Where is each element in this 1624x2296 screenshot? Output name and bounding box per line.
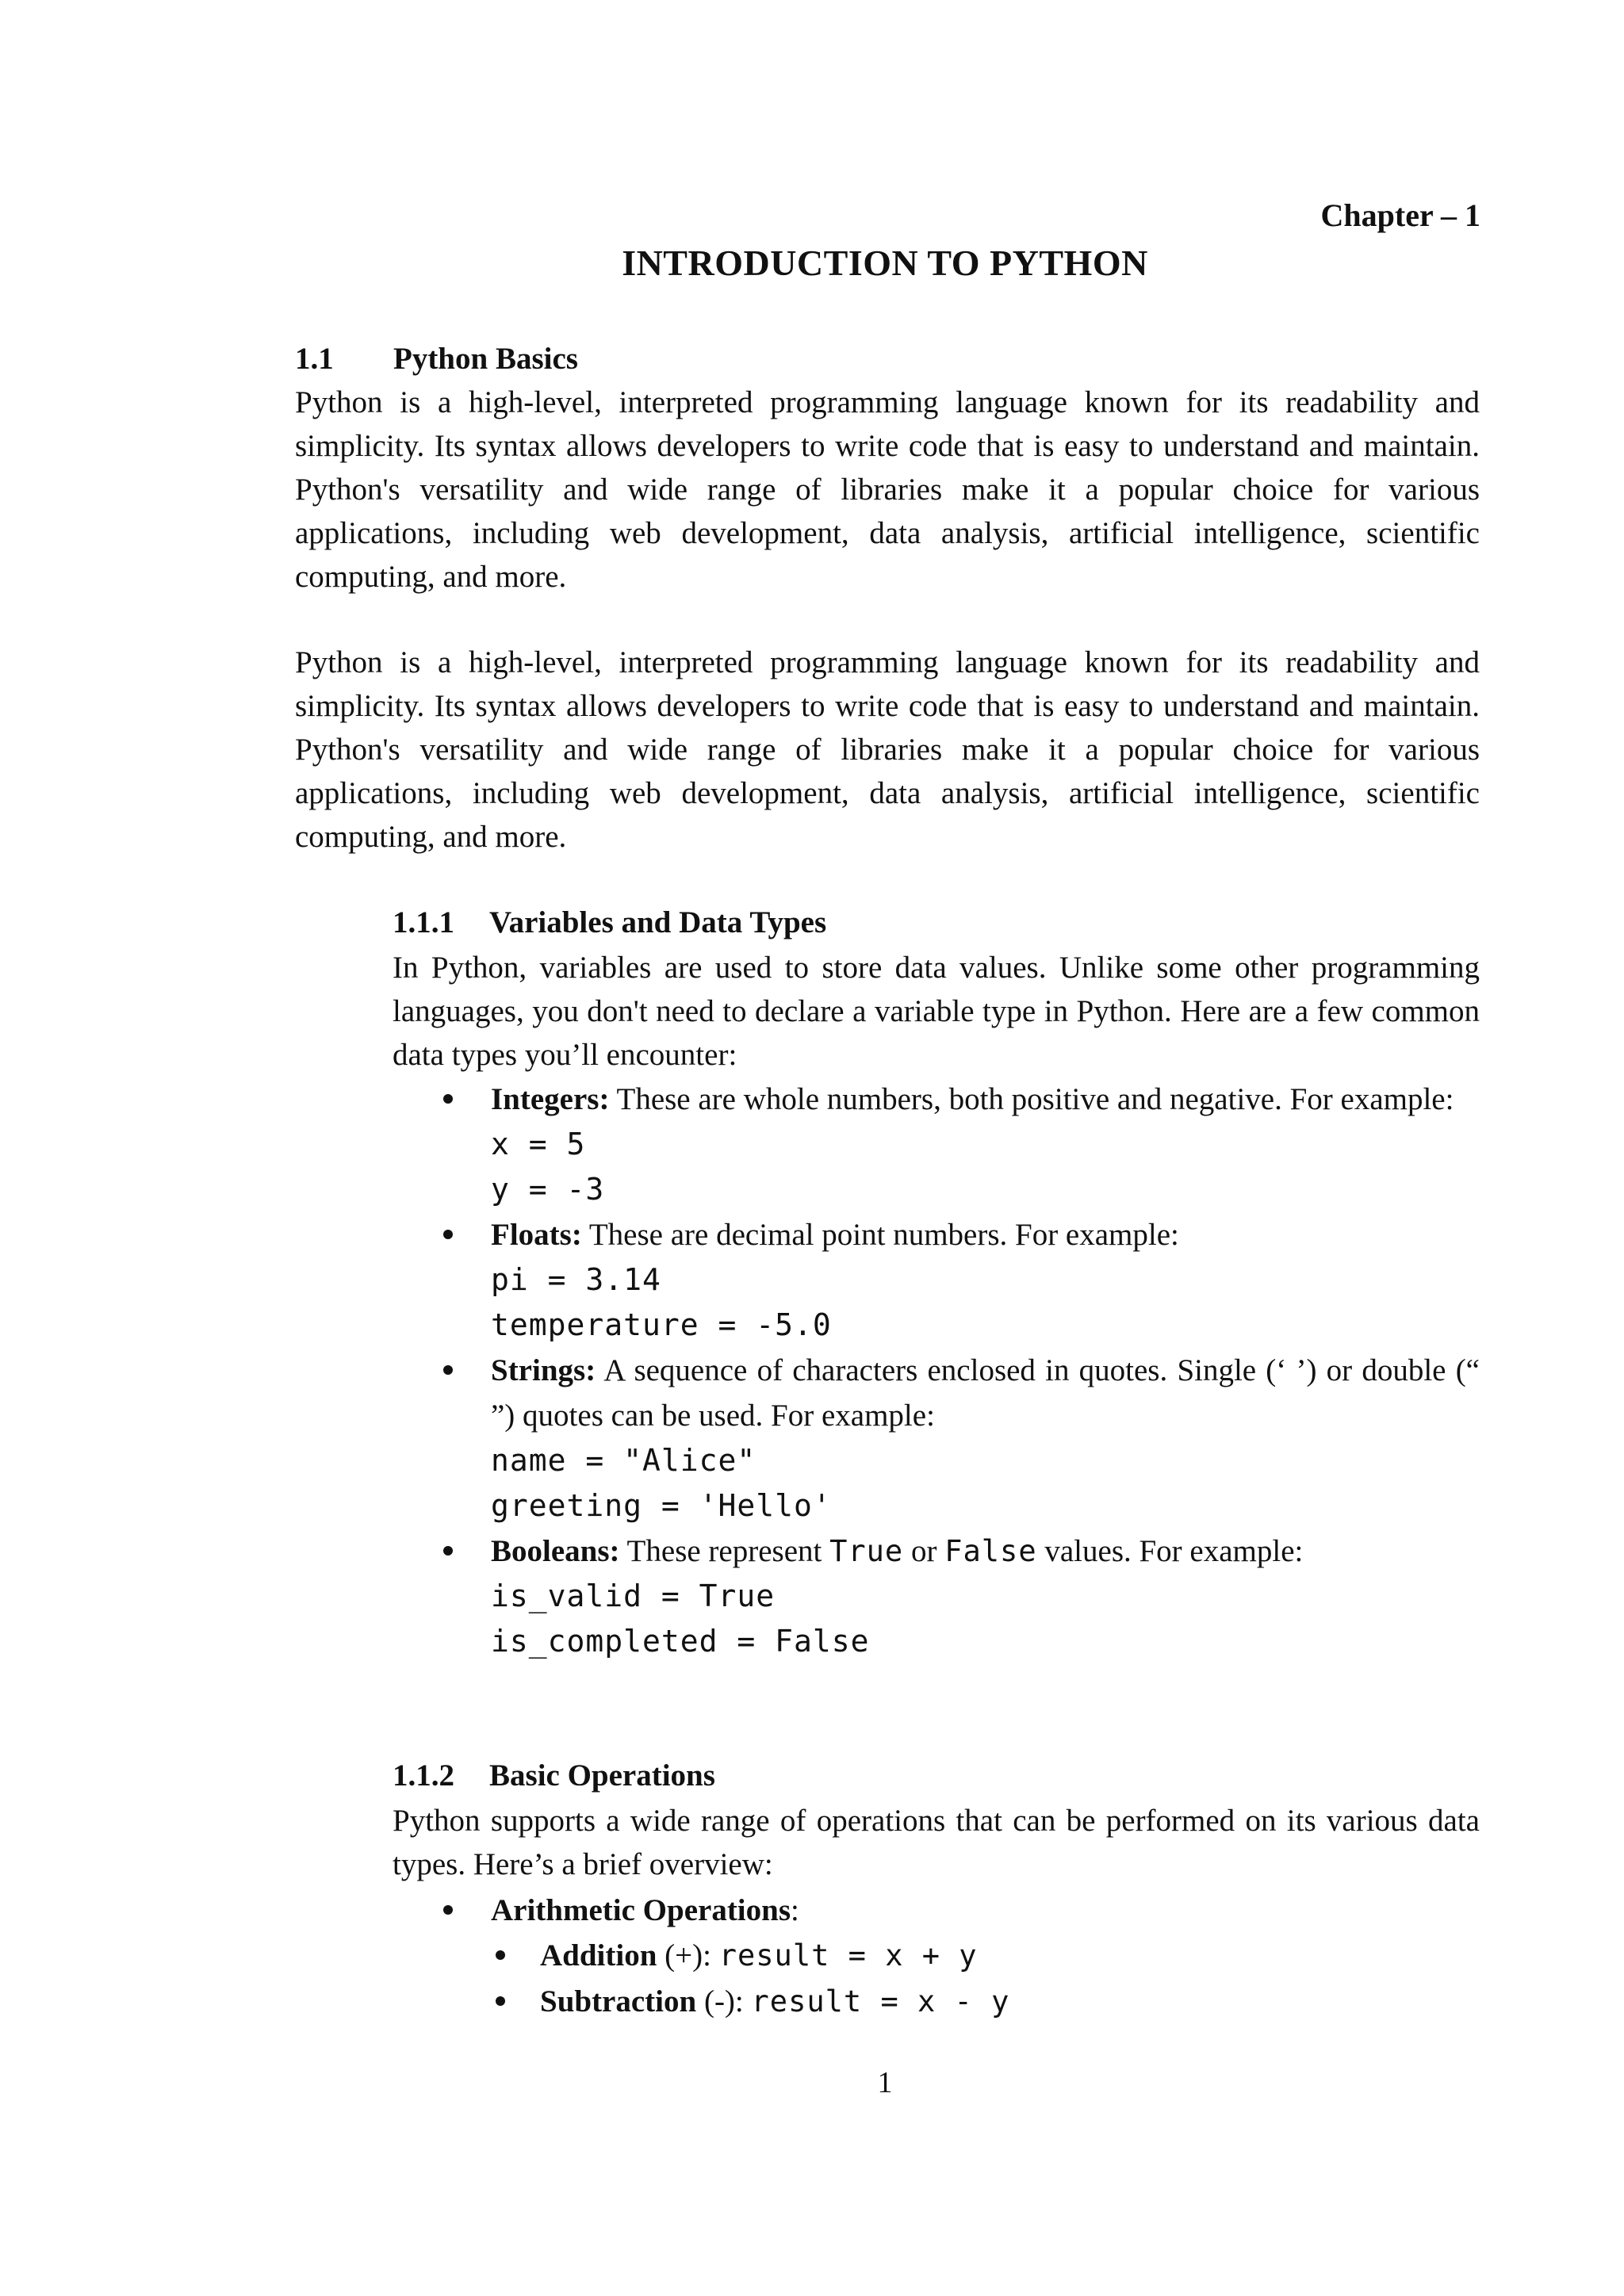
- code-line: x = 5: [491, 1127, 586, 1161]
- section-heading-1-1: [295, 340, 578, 378]
- list-text: These are decimal point numbers. For example:: [581, 1218, 1179, 1252]
- subsection-title: Variables and Data Types: [489, 905, 827, 939]
- bullet-icon: [443, 1905, 453, 1915]
- inline-code: True: [829, 1534, 904, 1568]
- code-line: pi = 3.14: [491, 1262, 661, 1297]
- bullet-icon: [496, 1950, 505, 1960]
- sub-list-item: [491, 1979, 1480, 2025]
- list-text: or: [903, 1534, 945, 1568]
- operator-symbol: (-):: [696, 1984, 752, 2019]
- list-term: Arithmetic Operations: [491, 1893, 791, 1927]
- inline-code: result = x + y: [718, 1938, 978, 1973]
- list-term: Booleans:: [491, 1534, 620, 1568]
- subsection-title: Basic Operations: [489, 1758, 715, 1793]
- paragraph: Python is a high-level, interpreted programming language known for its readability and simplicity. Its syntax allows developers to write code that is easy to understand and maintain. Python's versatility and wide range of libraries make it a popular choice for various applications, including web development, data analysis, artificial intelligence, scientific computing, and more.: [295, 645, 1480, 854]
- list-item: [393, 1348, 1480, 1529]
- list-term: Floats:: [491, 1218, 582, 1252]
- list-item: [393, 1888, 1480, 2025]
- list-text: :: [791, 1893, 799, 1927]
- paragraph: Python is a high-level, interpreted programming language known for its readability and simplicity. Its syntax allows developers to write code that is easy to understand and maintain. Python's versatility and wide range of libraries make it a popular choice for various applications, including web development, data analysis, artificial intelligence, scientific computing, and more.: [295, 385, 1480, 594]
- paragraph: Python supports a wide range of operations that can be performed on its various data types. Here’s a brief overview:: [393, 1804, 1480, 1881]
- sub-list-term: Subtraction: [540, 1984, 697, 2019]
- chapter-label: Chapter – 1: [1320, 197, 1480, 233]
- list-text: A sequence of characters enclosed in quotes. Single (‘ ’) or double (“ ”) quotes can be used. For example:: [491, 1353, 1480, 1433]
- list-term: Integers:: [491, 1082, 610, 1116]
- bullet-icon: [496, 1996, 505, 2006]
- section-number: 1.1: [295, 342, 334, 376]
- code-line: greeting = 'Hello': [491, 1488, 832, 1523]
- subsection-heading-1-1-2: [393, 1757, 715, 1795]
- chapter-title: INTRODUCTION TO PYTHON: [622, 243, 1148, 283]
- list-text: values. For example:: [1036, 1534, 1304, 1568]
- subsection-heading-1-1-1: [393, 904, 826, 942]
- subsection-number: 1.1.1: [393, 905, 454, 939]
- list-item: [393, 1077, 1480, 1212]
- sub-list-item: [491, 1933, 1480, 1979]
- section-title: Python Basics: [393, 342, 578, 376]
- operator-symbol: (+):: [657, 1938, 719, 1973]
- list-text: These represent: [619, 1534, 830, 1568]
- list-item: [393, 1212, 1480, 1348]
- list-term: Strings:: [491, 1353, 596, 1387]
- code-line: is_valid = True: [491, 1578, 776, 1613]
- code-line: y = -3: [491, 1172, 605, 1207]
- bullet-icon: [443, 1546, 453, 1556]
- paragraph: In Python, variables are used to store data values. Unlike some other programming languages, you don't need to declare a variable type in Python. Here are a few common data types you’ll encounter:: [393, 951, 1480, 1072]
- subsection-number: 1.1.2: [393, 1758, 454, 1793]
- code-line: name = "Alice": [491, 1443, 756, 1478]
- bullet-icon: [443, 1230, 453, 1239]
- bullet-icon: [443, 1365, 453, 1375]
- code-line: temperature = -5.0: [491, 1307, 832, 1342]
- list-text: These are whole numbers, both positive and negative. For example:: [609, 1082, 1454, 1116]
- inline-code: result = x - y: [751, 1984, 1010, 2019]
- bullet-icon: [443, 1094, 453, 1104]
- page-number: 1: [877, 2066, 893, 2099]
- inline-code: False: [944, 1534, 1037, 1568]
- operations-list: [393, 1888, 1480, 2025]
- sub-list-term: Addition: [540, 1938, 657, 1973]
- list-item: [393, 1529, 1480, 1664]
- code-line: is_completed = False: [491, 1624, 870, 1659]
- data-types-list: [393, 1077, 1480, 1664]
